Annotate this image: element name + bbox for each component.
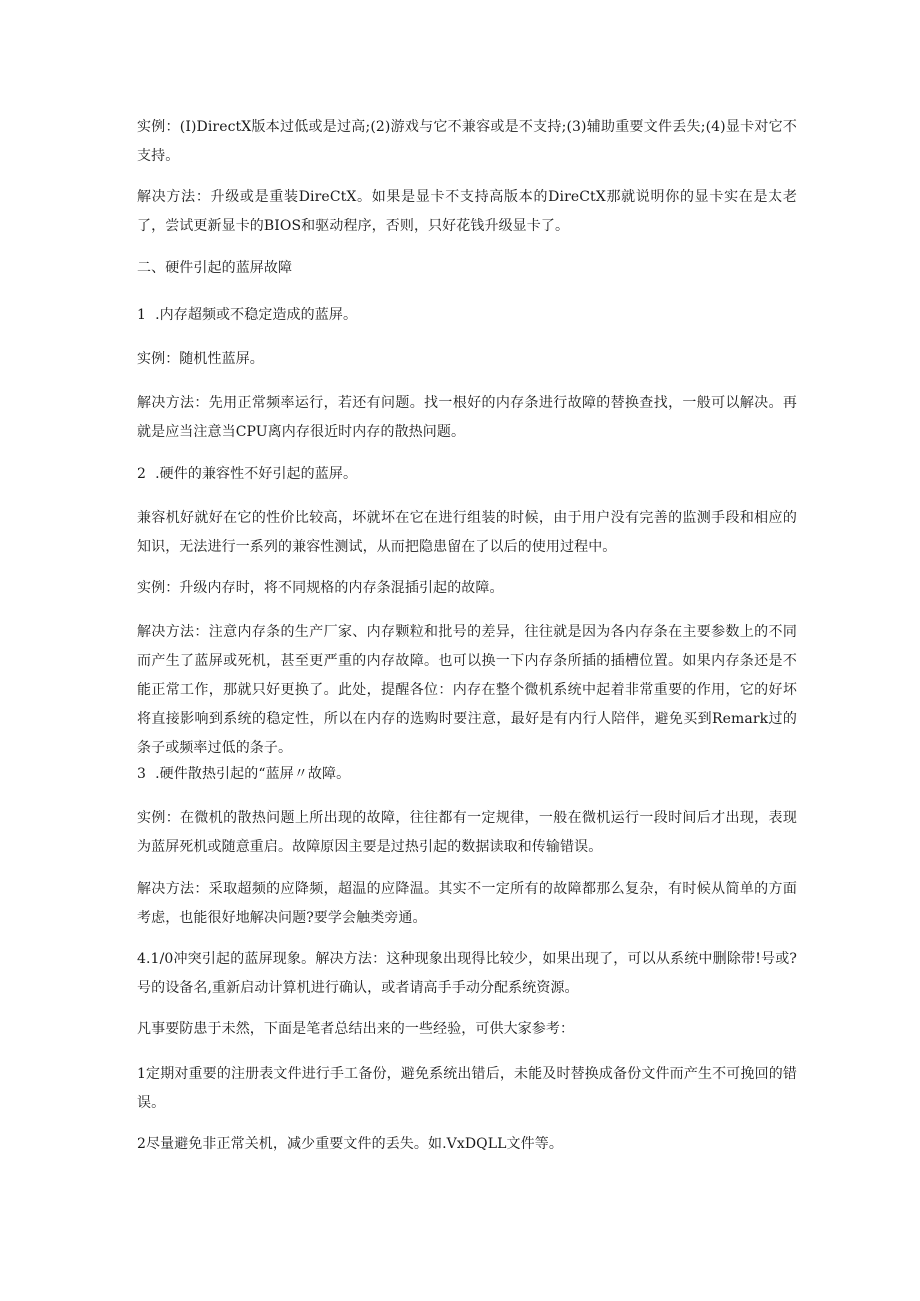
paragraph-example-upgrade-memory: 实例：升级内存时，将不同规格的内存条混插引起的故障。 bbox=[137, 580, 504, 596]
paragraph-compatibility-desc: 兼容机好就好在它的性价比较高，坏就坏在它在进行组装的时候，由于用户没有完善的监测手段和相应的知识，无法进行一系列的兼容性测试，从而把隐患留在了以后的使用过程中。 bbox=[137, 510, 797, 555]
subheading-compatibility: 2 .硬件的兼容性不好引起的蓝屏。 bbox=[137, 466, 358, 482]
paragraph-solution-memory-mix: 解决方法：注意内存条的生产厂家、内存颗粒和批号的差异，往往就是因为各内存条在主要参数上的不同而产生了蓝屏或死机，甚至更严重的内存故障。也可以换一下内存条所插的插槽位置。如果内存条还是不能正常工作，那就只好更换了。此处，提醒各位：内存在整个微机系统中起着非常重要的作用，它的好坏将直接影响到系统的稳定性，所以在内存的选购时要注意，最好是有内行人陪伴，避免买到Remark过的条子或频率过低的条子。 bbox=[137, 624, 797, 756]
paragraph-prevention-intro: 凡事要防患于未然，下面是笔者总结出来的一些经验，可供大家参考： bbox=[137, 1021, 575, 1037]
paragraph-solution-memory: 解决方法：先用正常频率运行，若还有问题。找一根好的内存条进行故障的替换查找，一般可以解决。再就是应当注意当CPU离内存很近时内存的散热问题。 bbox=[137, 395, 797, 440]
paragraph-solution-directx: 解决方法：升级或是重装DireCtX。如果是显卡不支持高版本的DireCtX那就说明你的显卡实在是太老了，尝试更新显卡的BIOS和驱动程序，否则，只好花钱升级显卡了。 bbox=[137, 189, 797, 234]
paragraph-example-directx: 实例：(I)DirectX版本过低或是过高;(2)游戏与它不兼容或是不支持;(3)辅助重要文件丢失;(4)显卡对它不支持。 bbox=[137, 119, 797, 164]
subheading-memory-overclock: 1 .内存超频或不稳定造成的蓝屏。 bbox=[137, 307, 358, 323]
paragraph-tip-shutdown: 2尽量避免非正常关机，减少重要文件的丢失。如.VxDQLL文件等。 bbox=[137, 1136, 563, 1152]
paragraph-example-random: 实例：随机性蓝屏。 bbox=[137, 351, 264, 367]
paragraph-io-conflict: 4.1/0冲突引起的蓝屏现象。解决方法：这种现象出现得比较少，如果出现了，可以从系统中删除带!号或?号的设备名,重新启动计算机进行确认，或者请高手手动分配系统资源。 bbox=[137, 951, 797, 996]
section-heading-hardware: 二、硬件引起的蓝屏故障 bbox=[137, 260, 293, 276]
paragraph-example-heat: 实例：在微机的散热问题上所出现的故障，往往都有一定规律，一般在微机运行一段时间后才出现，表现为蓝屏死机或随意重启。故障原因主要是过热引起的数据读取和传输错误。 bbox=[137, 810, 797, 855]
paragraph-solution-heat: 解决方法：采取超频的应降频，超温的应降温。其实不一定所有的故障都那么复杂，有时候从简单的方面考虑，也能很好地解决问题?要学会触类旁通。 bbox=[137, 881, 797, 926]
subheading-heat: 3 .硬件散热引起的“蓝屏〃故障。 bbox=[137, 766, 351, 782]
paragraph-tip-registry-backup: 1定期对重要的注册表文件进行手工备份，避免系统出错后，未能及时替换成备份文件而产生不可挽回的错误。 bbox=[137, 1066, 797, 1111]
